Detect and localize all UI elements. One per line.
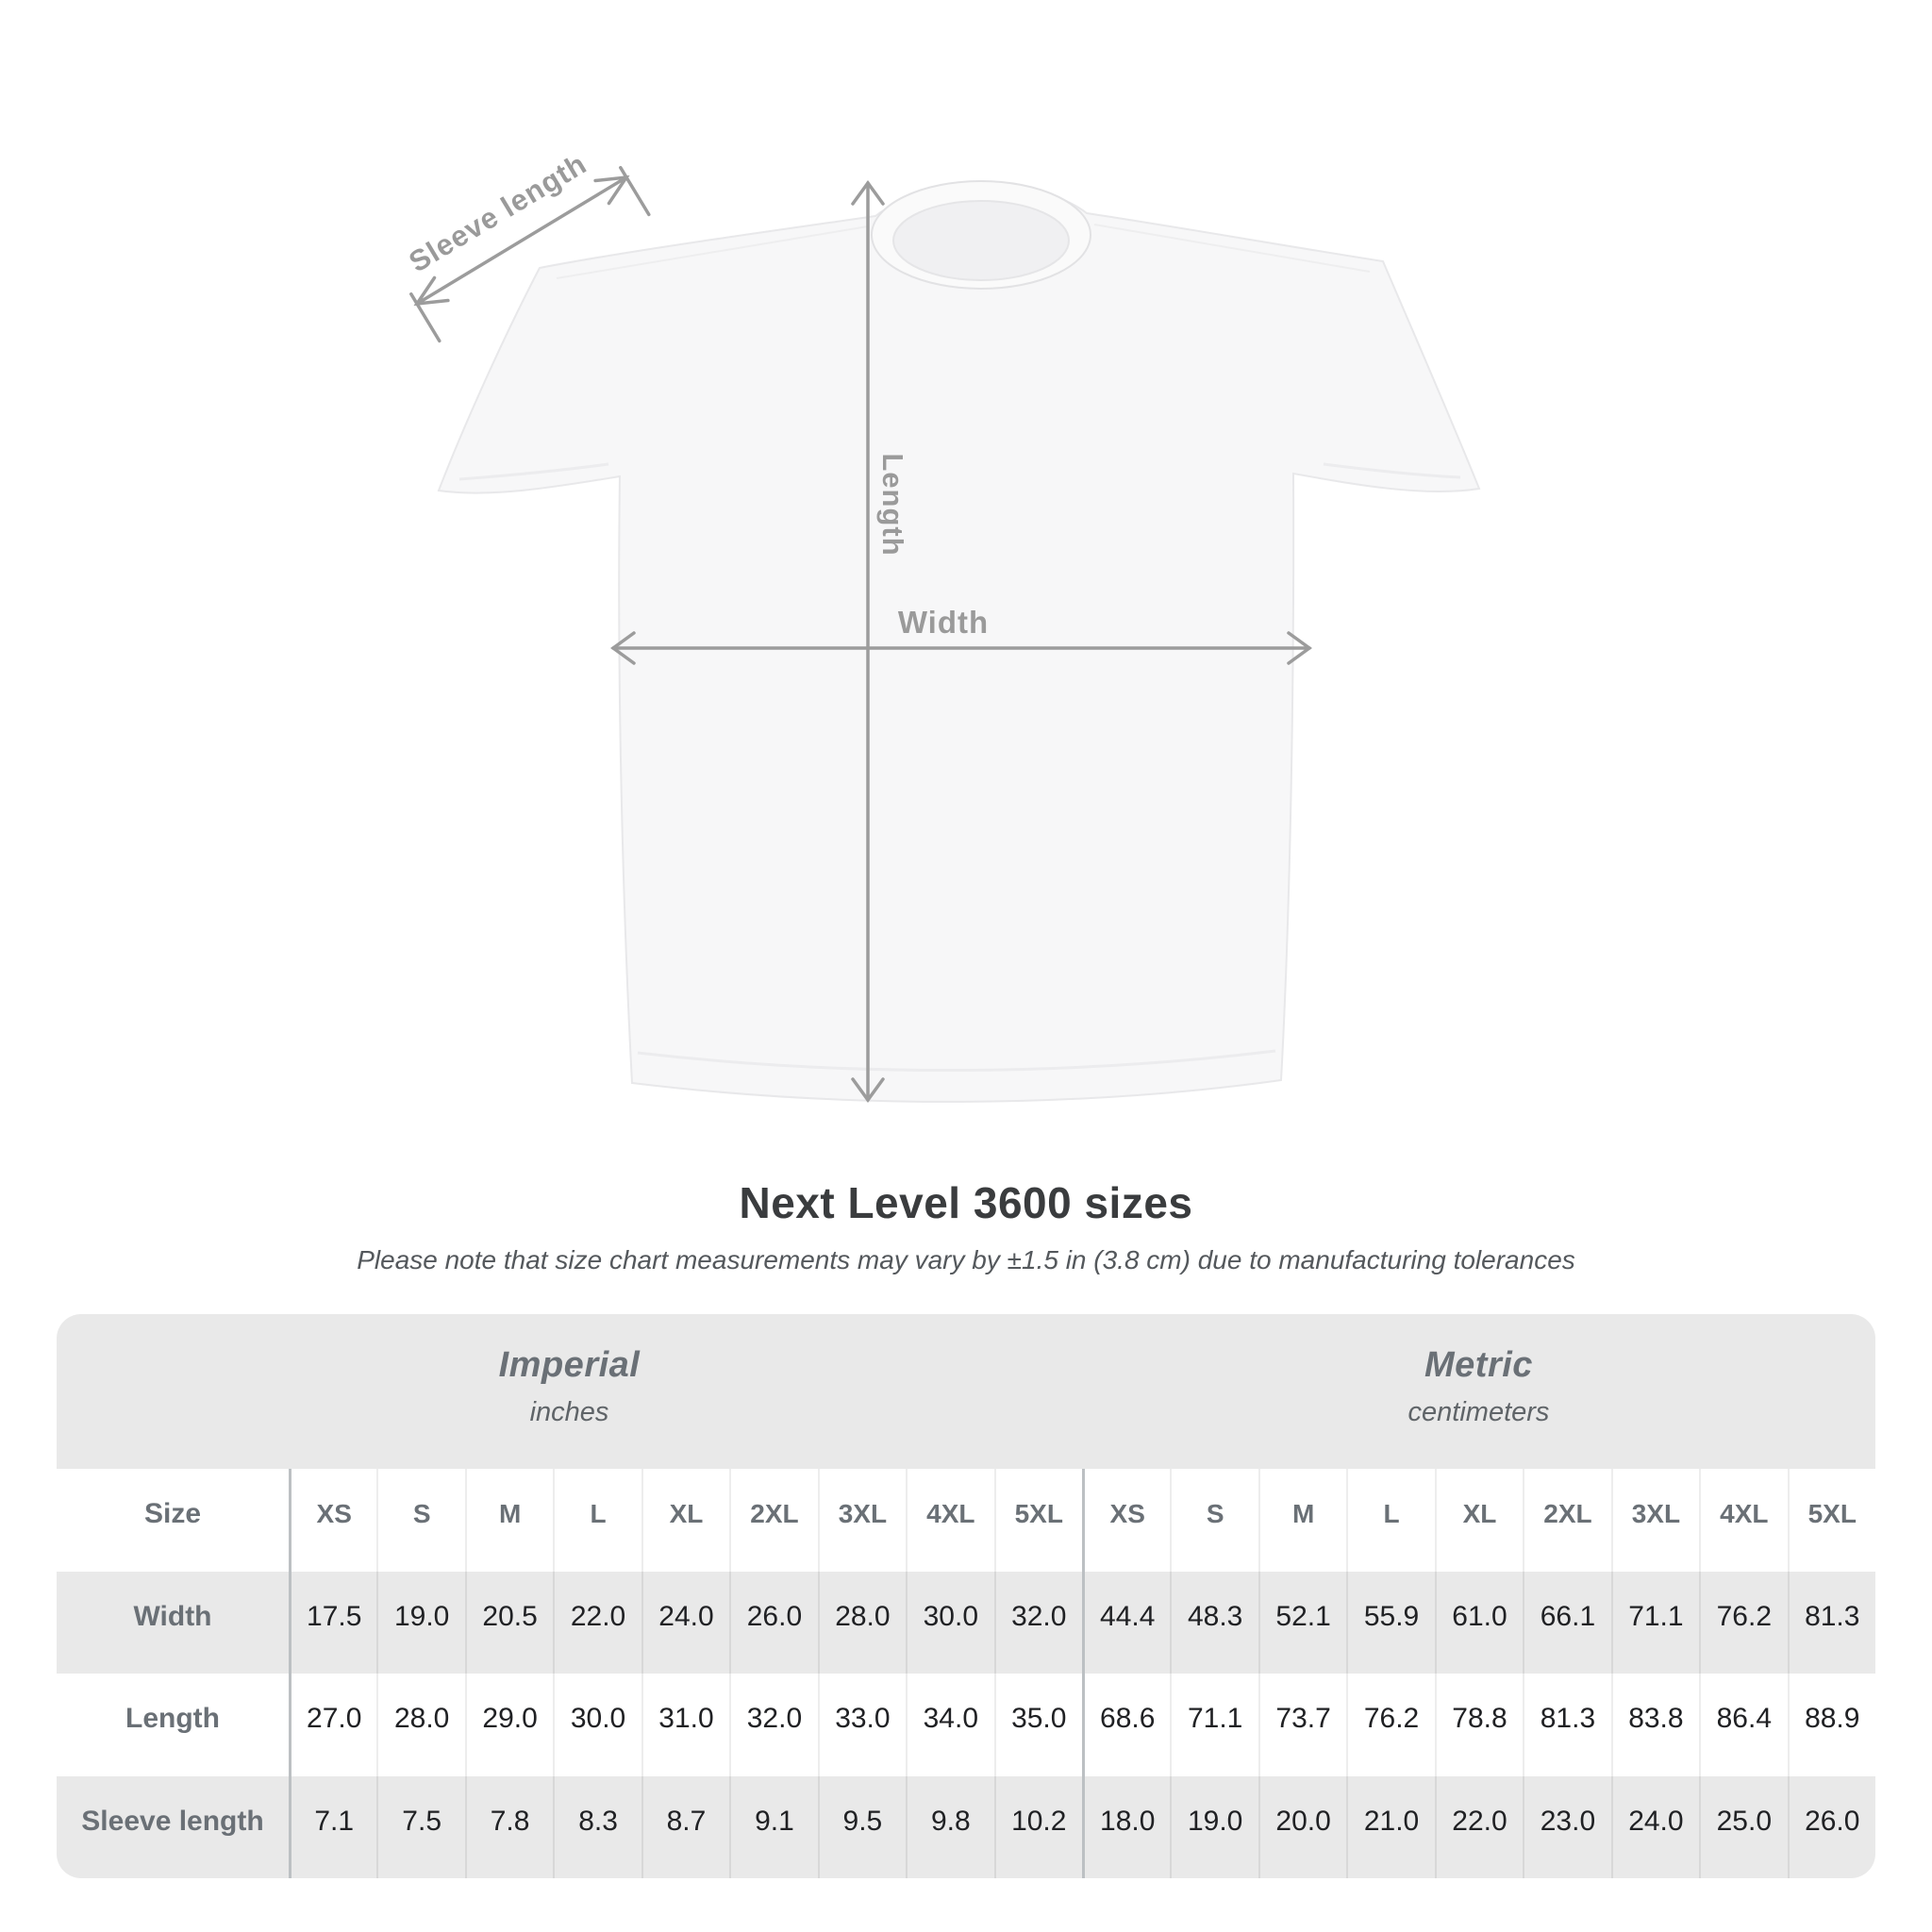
measure-cell-metric: 68.6 xyxy=(1082,1674,1170,1776)
measure-cell-metric: 24.0 xyxy=(1611,1776,1699,1879)
measure-cell-imperial: 33.0 xyxy=(818,1674,906,1776)
measure-cell-imperial: 8.7 xyxy=(641,1776,729,1879)
measure-cell-metric: 73.7 xyxy=(1258,1674,1346,1776)
measure-cell-metric: 21.0 xyxy=(1346,1776,1434,1879)
size-col-header-imperial: L xyxy=(553,1469,641,1572)
measure-cell-imperial: 34.0 xyxy=(906,1674,993,1776)
measure-cell-metric: 71.1 xyxy=(1611,1572,1699,1674)
measure-cell-metric: 26.0 xyxy=(1788,1776,1875,1879)
measure-cell-metric: 52.1 xyxy=(1258,1572,1346,1674)
metric-header-group xyxy=(1082,1314,1875,1469)
measure-cell-imperial: 35.0 xyxy=(994,1674,1082,1776)
measure-cell-imperial: 28.0 xyxy=(818,1572,906,1674)
measure-cell-metric: 76.2 xyxy=(1346,1674,1434,1776)
size-row-label: Size xyxy=(57,1469,289,1572)
measure-cell-imperial: 28.0 xyxy=(376,1674,464,1776)
measure-cell-imperial: 30.0 xyxy=(906,1572,993,1674)
measure-cell-imperial: 32.0 xyxy=(729,1674,817,1776)
metric-unit: centimeters xyxy=(1407,1397,1550,1427)
measure-row-label: Sleeve length xyxy=(81,1805,264,1837)
imperial-unit: inches xyxy=(529,1397,609,1427)
measure-cell-metric: 18.0 xyxy=(1082,1776,1170,1879)
size-col-header-imperial: 5XL xyxy=(994,1469,1082,1572)
measure-cell-metric: 78.8 xyxy=(1435,1674,1523,1776)
measure-cell-metric: 81.3 xyxy=(1788,1572,1875,1674)
size-col-header-metric: L xyxy=(1346,1469,1434,1572)
page-title: Next Level 3600 sizes xyxy=(739,1178,1193,1227)
measure-cell-metric: 83.8 xyxy=(1611,1674,1699,1776)
size-col-header-metric: 2XL xyxy=(1523,1469,1610,1572)
measure-cell-imperial: 17.5 xyxy=(289,1572,376,1674)
measure-cell-metric: 66.1 xyxy=(1523,1572,1610,1674)
length-label: Length xyxy=(876,453,909,557)
measure-cell-imperial: 24.0 xyxy=(641,1572,729,1674)
measure-cell-metric: 19.0 xyxy=(1170,1776,1257,1879)
measure-cell-imperial: 8.3 xyxy=(553,1776,641,1879)
imperial-label: Imperial xyxy=(498,1345,641,1385)
width-label: Width xyxy=(897,605,990,640)
size-col-header-metric: XS xyxy=(1082,1469,1170,1572)
measure-cell-metric: 88.9 xyxy=(1788,1674,1875,1776)
measure-cell-imperial: 27.0 xyxy=(289,1674,376,1776)
measure-cell-metric: 23.0 xyxy=(1523,1776,1610,1879)
measure-cell-metric: 55.9 xyxy=(1346,1572,1434,1674)
size-col-header-imperial: 2XL xyxy=(729,1469,817,1572)
size-col-header-metric: 3XL xyxy=(1611,1469,1699,1572)
size-col-header-metric: M xyxy=(1258,1469,1346,1572)
size-col-header-imperial: XL xyxy=(641,1469,729,1572)
measure-cell-imperial: 10.2 xyxy=(994,1776,1082,1879)
tshirt-body-shape xyxy=(439,185,1479,1102)
measure-cell-imperial: 30.0 xyxy=(553,1674,641,1776)
size-col-header-imperial: M xyxy=(465,1469,553,1572)
measure-cell-imperial: 32.0 xyxy=(994,1572,1082,1674)
measure-cell-imperial: 26.0 xyxy=(729,1572,817,1674)
sleeve-length-label: Sleeve length xyxy=(403,146,592,279)
measure-cell-imperial: 7.8 xyxy=(465,1776,553,1879)
size-col-header-imperial: 3XL xyxy=(818,1469,906,1572)
imperial-header-group xyxy=(57,1314,1082,1469)
measure-cell-imperial: 9.8 xyxy=(906,1776,993,1879)
measure-cell-imperial: 19.0 xyxy=(376,1572,464,1674)
measure-cell-imperial: 31.0 xyxy=(641,1674,729,1776)
measure-cell-metric: 20.0 xyxy=(1258,1776,1346,1879)
size-col-header-imperial: XS xyxy=(289,1469,376,1572)
measure-cell-metric: 76.2 xyxy=(1699,1572,1787,1674)
measure-cell-imperial: 7.5 xyxy=(376,1776,464,1879)
size-col-header-imperial: S xyxy=(376,1469,464,1572)
measure-row-label: Width xyxy=(133,1600,212,1632)
measure-cell-imperial: 20.5 xyxy=(465,1572,553,1674)
measure-cell-imperial: 9.1 xyxy=(729,1776,817,1879)
measure-cell-imperial: 29.0 xyxy=(465,1674,553,1776)
measure-cell-metric: 48.3 xyxy=(1170,1572,1257,1674)
measure-cell-imperial: 22.0 xyxy=(553,1572,641,1674)
size-table xyxy=(57,1314,1875,1878)
title-block xyxy=(0,1177,1932,1275)
size-col-header-metric: 4XL xyxy=(1699,1469,1787,1572)
measure-cell-metric: 71.1 xyxy=(1170,1674,1257,1776)
measure-cell-metric: 22.0 xyxy=(1435,1776,1523,1879)
measure-row-label: Length xyxy=(57,1674,289,1776)
size-col-header-metric: 5XL xyxy=(1788,1469,1875,1572)
size-col-header-metric: XL xyxy=(1435,1469,1523,1572)
measure-cell-imperial: 9.5 xyxy=(818,1776,906,1879)
size-col-header-imperial: 4XL xyxy=(906,1469,993,1572)
measure-cell-metric: 61.0 xyxy=(1435,1572,1523,1674)
measure-cell-metric: 25.0 xyxy=(1699,1776,1787,1879)
metric-label: Metric xyxy=(1424,1345,1533,1385)
measure-cell-metric: 44.4 xyxy=(1082,1572,1170,1674)
measure-cell-metric: 81.3 xyxy=(1523,1674,1610,1776)
measure-cell-imperial: 7.1 xyxy=(289,1776,376,1879)
tolerance-note: Please note that size chart measurements may vary by ±1.5 in (3.8 cm) due to manufacturing tolerances xyxy=(357,1245,1575,1274)
collar-opening xyxy=(893,201,1069,280)
measure-cell-metric: 86.4 xyxy=(1699,1674,1787,1776)
size-col-header-metric: S xyxy=(1170,1469,1257,1572)
